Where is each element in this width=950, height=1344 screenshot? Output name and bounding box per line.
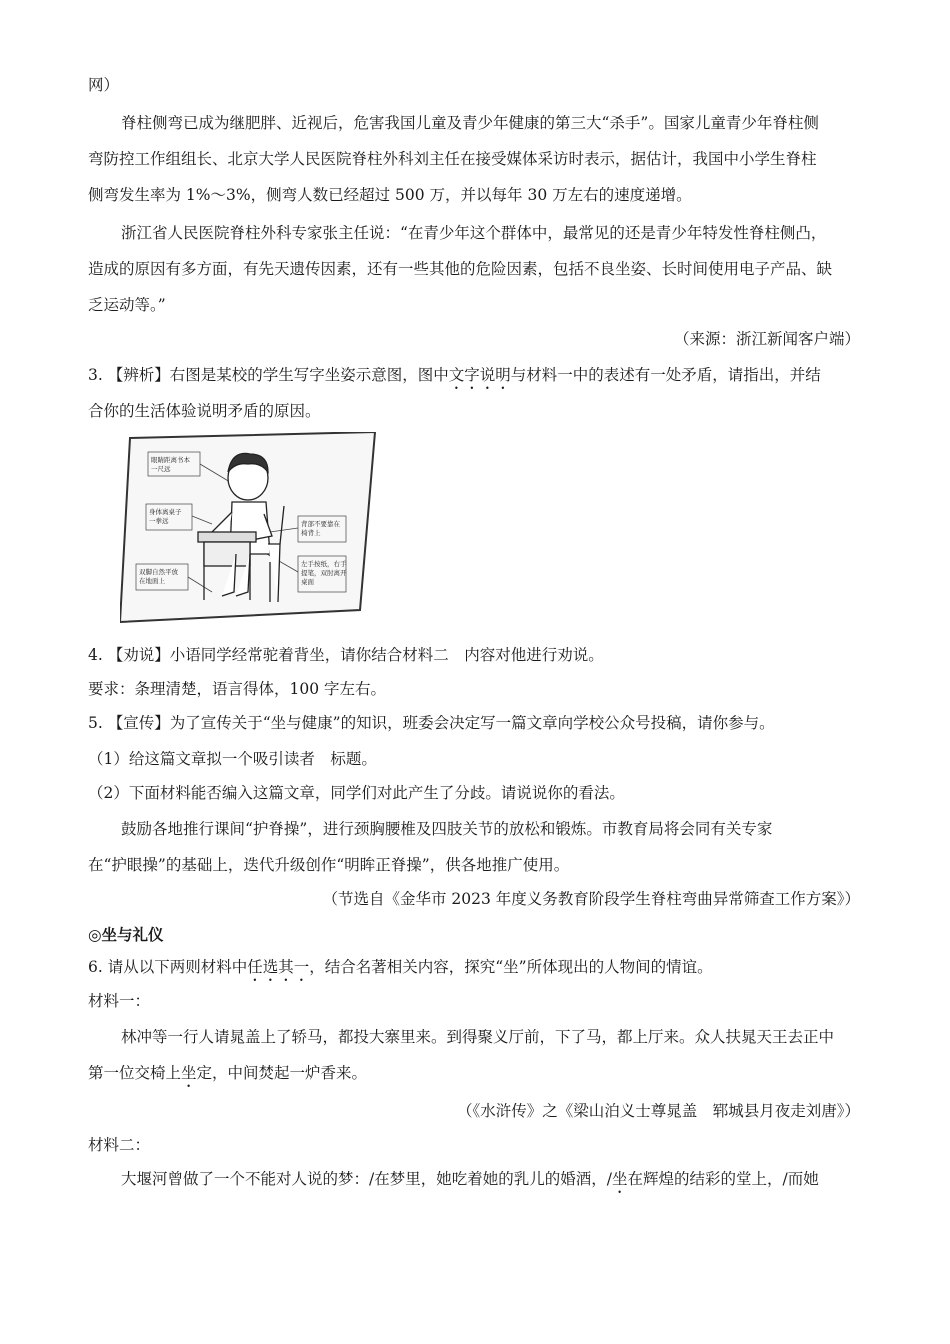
- figure-label-text: 左手按纸，右手: [301, 560, 347, 568]
- emphasis-text: 坐: [611, 1170, 628, 1188]
- text-line: 林冲等一行人请晁盖上了轿马，都投大寨里来。到得聚义厅前，下了马，都上厅来。众人扶晁天王去正中: [121, 1028, 835, 1046]
- figure-label-text: 一尺远: [151, 465, 171, 473]
- figure-label-text: 桌面: [301, 578, 314, 586]
- text-line: 造成的原因有多方面，有先天遗传因素，还有一些其他的危险因素，包括不良坐姿、长时间使用电子产品、缺: [88, 260, 833, 278]
- figure-label-text: 眼睛距离书本: [151, 456, 190, 464]
- emphasis-text: 任选其一: [247, 958, 310, 976]
- question-6: [88, 956, 713, 985]
- material-label: 材料二：: [88, 1136, 151, 1154]
- text-span: 在辉煌的结彩的堂上，/而她: [627, 1170, 819, 1188]
- text-span: ，结合名著相关内容，探究“坐”所体现出的人物间的情谊。: [309, 958, 713, 976]
- text-span: 大堰河曾做了一个不能对人说的梦：/在梦里，她吃着她的乳儿的婚酒，/: [121, 1170, 612, 1188]
- emphasis-text: 文字说明: [448, 366, 511, 384]
- text-span: 3. 【辨析】右图是某校的学生写字坐姿示意图，图中: [88, 366, 449, 384]
- text-line: 网）: [88, 76, 120, 94]
- figure-label-text: 在地面上: [139, 577, 165, 585]
- source-line: （《水浒传》之《梁山泊义士尊晁盖 郓城县月夜走刘唐》）: [456, 1102, 860, 1120]
- figure-label-text: 一拳远: [149, 517, 169, 525]
- figure-label-text: 提笔，双肘离开: [301, 569, 347, 577]
- text-span: 6. 请从以下两则材料中: [88, 958, 248, 976]
- text-line: 弯防控工作组组长、北京大学人民医院脊柱外科刘主任在接受媒体采访时表示，据估计，我国中小学生脊柱: [88, 150, 817, 168]
- text-span: 与材料一中的表述有一处矛盾，请指出，并结: [510, 366, 821, 384]
- text-line: 脊柱侧弯已成为继肥胖、近视后，危害我国儿童及青少年健康的第三大“杀手”。国家儿童青少年脊柱侧: [121, 114, 819, 132]
- text-line: 鼓励各地推行课间“护脊操”，进行颈胸腰椎及四肢关节的放松和锻炼。市教育局将会同有关专家: [121, 820, 773, 838]
- text-line: 侧弯发生率为 1%～3%，侧弯人数已经超过 500 万，并以每年 30 万左右的速度递增。: [88, 186, 692, 204]
- text-line: 乏运动等。”: [88, 296, 166, 314]
- text-line: 合你的生活体验说明矛盾的原因。: [88, 402, 321, 420]
- figure-label-text: 身体离桌子: [149, 508, 182, 516]
- material-label: 材料一：: [88, 992, 151, 1010]
- figure-label-text: 背部不要靠在: [301, 520, 340, 528]
- question-3: [88, 364, 821, 393]
- question-4: 4. 【劝说】小语同学经常驼着背坐，请你结合材料二 内容对他进行劝说。: [88, 646, 604, 664]
- question-5: 5. 【宣传】为了宣传关于“坐与健康”的知识，班委会决定写一篇文章向学校公众号投稿，请你参与。: [88, 714, 775, 732]
- text-line: （1）给这篇文章拟一个吸引读者 标题。: [88, 750, 377, 768]
- figure-label-text: 双脚自然平放: [139, 568, 178, 576]
- text-line: [88, 1062, 367, 1091]
- text-line: 浙江省人民医院脊柱外科专家张主任说：“在青少年这个群体中，最常见的还是青少年特发性脊柱侧凸，: [121, 224, 827, 242]
- source-line: （节选自《金华市 2023 年度义务教育阶段学生脊柱弯曲异常筛查工作方案》）: [322, 890, 860, 908]
- source-line: （来源：浙江新闻客户端）: [673, 330, 860, 348]
- sitting-posture-figure: [120, 432, 380, 624]
- figure-label-text: 椅背上: [301, 529, 321, 537]
- text-line: （2）下面材料能否编入这篇文章，同学们对此产生了分歧。请说说你的看法。: [88, 784, 625, 802]
- emphasis-text: 坐: [181, 1064, 197, 1082]
- text-span: 定，中间焚起一炉香来。: [196, 1064, 368, 1082]
- text-line: 要求：条理清楚，语言得体，100 字左右。: [88, 680, 387, 698]
- text-line: [121, 1168, 819, 1197]
- text-span: 第一位交椅上: [88, 1064, 182, 1082]
- text-line: 在“护眼操”的基础上，迭代升级创作“明眸正脊操”，供各地推广使用。: [88, 856, 570, 874]
- section-title: ◎坐与礼仪: [88, 926, 164, 944]
